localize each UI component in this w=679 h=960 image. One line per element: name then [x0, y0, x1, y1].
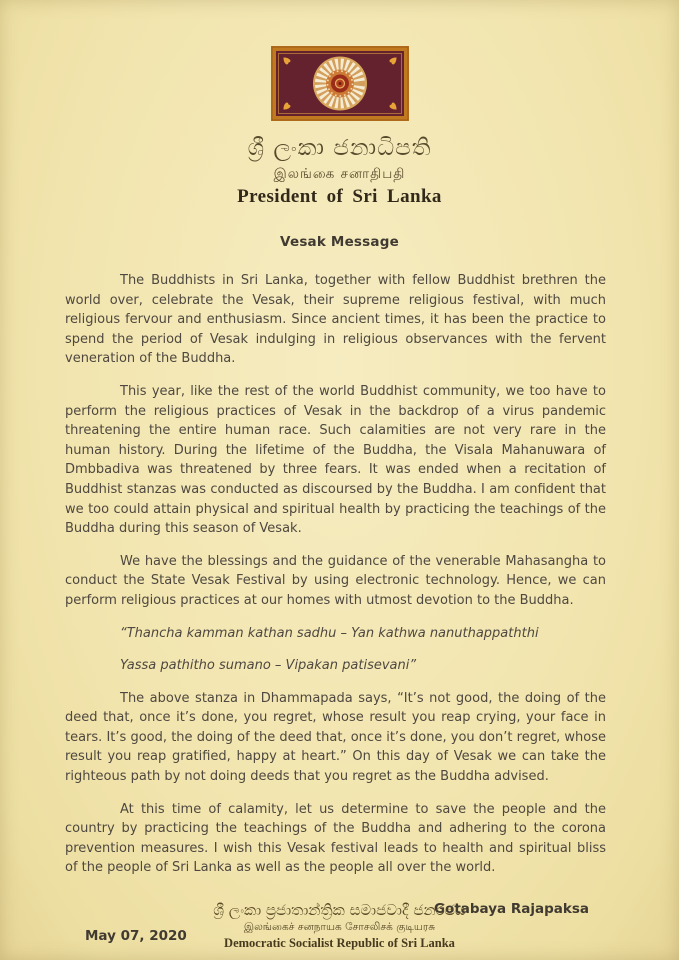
- letter-paragraph: We have the blessings and the guidance of the venerable Mahasangha to conduct the State Vesak Festival by using electronic technology. Hence, we can perform religious practices at our homes with utmost devotion to the Buddha.: [65, 553, 606, 608]
- stanza-line: “Thancha kamman kathan sadhu – Yan kathwa nanuthappaththi: [120, 625, 539, 641]
- presidential-flag-icon: [271, 46, 409, 121]
- letter-paragraph: At this time of calamity, let us determine to save the people and the country by practicing the teachings of the Buddha and adhering to the corona prevention measures. I wish this Vesak festival leads to health and spiritual bliss of the people of Sri Lanka as well as the people all over the world.: [65, 801, 606, 876]
- letterhead: [0, 0, 679, 208]
- letter-paragraph: The Buddhists in Sri Lanka, together with fellow Buddhist brethren the world over, celebrate the Vesak, their supreme religious festival, with much religious fervour and enthusiasm. Since ancient times, it has been the practice to spend the period of Vesak indulging in religious observances with the fervent veneration of the Buddha.: [65, 273, 606, 367]
- stanza-line: Yassa pathitho sumano – Vipakan patisevani”: [120, 658, 417, 674]
- header-title-sinhala: ශ්‍රී ලංකා ජනාධිපති: [247, 135, 432, 161]
- footer-line-sinhala: ශ්‍රී ලංකා ප්‍රජාතාන්ත්‍රික සමාජවාදී ජනරජය: [213, 901, 466, 919]
- footer-line-english: Democratic Socialist Republic of Sri Lanka: [224, 936, 455, 950]
- header-title-english: President of Sri Lanka: [237, 186, 442, 207]
- letter-paragraph: This year, like the rest of the world Buddhist community, we too have to perform the religious practices of Vesak in the backdrop of a virus pandemic threatening the entire human race. Such calamities are not very rare in the human history. During the lifetime of the Buddha, the Visala Mahanuwara of Dmbbadiva was threatened by three fears. It was ended when a recitation of Buddhist stanzas was conducted as discoursed by the Buddha. I am confident that we too could attain physical and spiritual health by practicing the teachings of the Buddha during this season of Vesak.: [65, 383, 606, 537]
- header-title-tamil: இலங்கை சனாதிபதி: [273, 166, 406, 182]
- signature-name: Gotabaya Rajapaksa: [433, 901, 589, 918]
- letter-paragraph: The above stanza in Dhammapada says, “It’s not good, the doing of the deed that, once it’s done, you regret, whose result you reap crying, your face in tears. It’s good, the doing of the deed that, once it’s done, you don’t regret, whose result you reap gratified, happy at heart.” On this day of Vesak we can take the righteous path by not doing deeds that you regret as the Buddha advised.: [65, 690, 606, 785]
- footer-line-tamil: இலங்கைச் சனநாயக சோசலிசக் குடியரசு: [243, 921, 436, 933]
- letter-footer: [0, 901, 679, 951]
- letter-date: May 07, 2020: [85, 928, 187, 945]
- letter-subject: Vesak Message: [280, 234, 399, 250]
- letter-body: [0, 271, 679, 878]
